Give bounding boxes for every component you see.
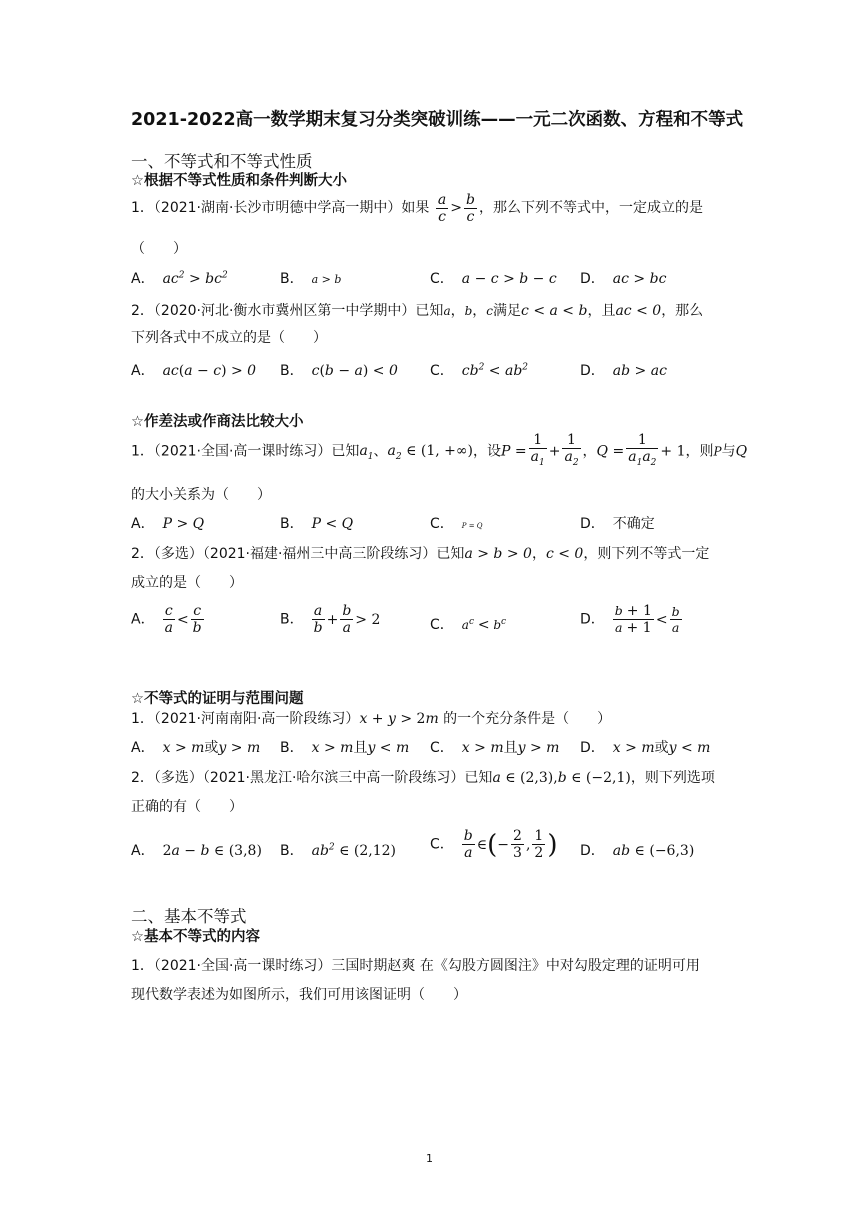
question-1-source: 1．（2021·湖南·长沙市明德中学高一期中）如果	[131, 200, 430, 216]
question-3-stem: 1．（2021·全国·高一课时练习）已知$a_1$、$a_2$ ∈ (1, +∞)，设P = $\frac{1}{a_1}$ + $\frac{1}{a_2}$ ，Q = $\frac{1}{a_1a_2}$ + 1，则P与Q	[131, 432, 747, 475]
q4-option-d: D． $\frac{b + 1}{a + 1}$ < $\frac{b}{a}$	[580, 603, 680, 636]
q6-option-c: C． $\frac{b}{a}$ ∈(− $\frac{2}{3}$ , $\frac{1}{2}$ )	[430, 828, 558, 861]
question-5-stem: 1．（2021·河南南阳·高一阶段练习）x + y > 2m 的一个充分条件是（ ）	[131, 711, 612, 727]
q5-option-a: A． x > m或y > m	[131, 740, 261, 756]
question-1-blank: （ ）	[131, 241, 187, 257]
q3-option-a: A． P > Q	[131, 516, 205, 532]
question-7-line1: 1．（2021·全国·高一课时练习）三国时期赵爽 在《勾股方圆图注》中对勾股定理的证明可用	[131, 958, 700, 974]
q2-option-b: B． c(b − a) < 0	[280, 363, 398, 379]
page-number: 1	[426, 1152, 433, 1165]
q4-option-a: A． $\frac{c}{a}$ < $\frac{c}{b}$	[131, 603, 202, 636]
q2-option-a: A． ac(a − c) > 0	[131, 363, 257, 379]
question-6-stem: 2．（多选）（2021·黑龙江·哈尔滨三中高一阶段练习）已知a ∈ (2,3),b ∈ (−2,1)，则下列选项	[131, 770, 715, 786]
q3-option-b: B． P < Q	[280, 516, 354, 532]
question-3-line2: 的大小关系为（ ）	[131, 487, 271, 503]
fraction-a-over-c: $\frac{a}{c}$	[437, 191, 447, 225]
question-1-stem: 1．（2021·湖南·长沙市明德中学高一期中）如果 $\frac{a}{c}$ > $\frac{b}{c}$ ，那么下列不等式中，一定成立的是	[131, 191, 703, 225]
subsection-heading-properties: ☆根据不等式性质和条件判断大小	[131, 173, 347, 189]
q3-option-c: C． P = Q	[430, 516, 483, 532]
q2-option-c: C． $cb^2 < ab^2$	[430, 362, 529, 379]
subsection-heading-proof-range: ☆不等式的证明与范围问题	[131, 691, 304, 707]
q6-option-b: B． $ab^2$ ∈ (2,12)	[280, 842, 397, 859]
q1-option-a: A． $ac^2 > bc^2$	[131, 270, 228, 287]
document-title: 2021-2022高一数学期末复习分类突破训练——一元二次函数、方程和不等式	[131, 110, 744, 130]
q1-option-b: B． a > b	[280, 271, 342, 287]
question-7-line2: 现代数学表述为如图所示，我们可用该图证明（ ）	[131, 987, 467, 1003]
section-heading-2: 二、基本不等式	[131, 907, 247, 926]
question-2-stem: 2．（2020·河北·衡水市冀州区第一中学期中）已知a，b，c满足c < a < b，且ac < 0，那么	[131, 303, 704, 319]
fraction-b-over-c: $\frac{b}{c}$	[465, 191, 475, 225]
q4-option-c: C． $a^c < b^c$	[430, 617, 507, 633]
q6-option-d: D． ab ∈ (−6,3)	[580, 843, 695, 859]
q3-option-d: D． 不确定	[580, 516, 655, 532]
question-6-line2: 正确的有（ ）	[131, 799, 243, 815]
q5-option-d: D． x > m或y < m	[580, 740, 711, 756]
q1-option-c: C． a − c > b − c	[430, 271, 557, 287]
q5-option-c: C． x > m且y > m	[430, 740, 560, 756]
question-4-stem: 2．（多选）（2021·福建·福州三中高三阶段练习）已知a > b > 0，c < 0，则下列不等式一定	[131, 546, 710, 562]
question-4-line2: 成立的是（ ）	[131, 575, 243, 591]
subsection-heading-compare: ☆作差法或作商法比较大小	[131, 414, 304, 430]
q6-option-a: A． 2a − b ∈ (3,8)	[131, 843, 262, 859]
q4-option-b: B． $\frac{a}{b}$ + $\frac{b}{a}$ > 2	[280, 603, 381, 636]
q5-option-b: B． x > m且y < m	[280, 740, 410, 756]
section-heading-1: 一、不等式和不等式性质	[131, 152, 313, 171]
question-2-line2: 下列各式中不成立的是（ ）	[131, 330, 327, 346]
subsection-heading-basic-content: ☆基本不等式的内容	[131, 929, 260, 945]
q2-option-d: D． ab > ac	[580, 363, 667, 379]
q1-option-d: D． ac > bc	[580, 271, 667, 287]
